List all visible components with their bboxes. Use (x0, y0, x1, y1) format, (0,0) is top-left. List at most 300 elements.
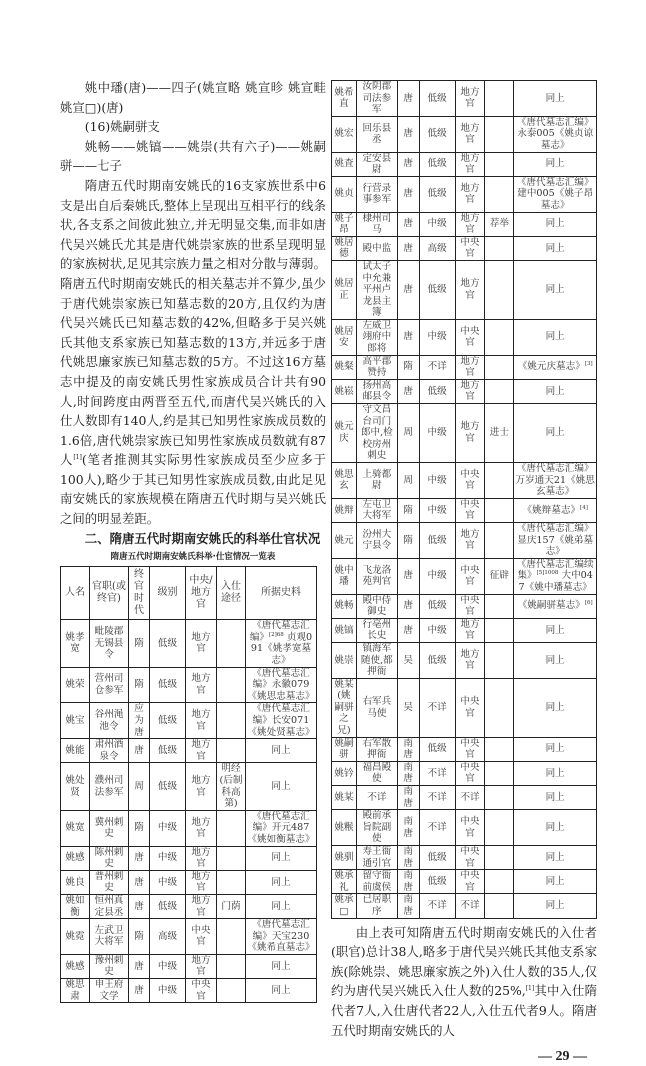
source-cell (514, 212, 597, 236)
rank-cell: 中级 (150, 870, 186, 894)
rank-cell: 不详 (419, 355, 455, 379)
entry-path-cell (485, 594, 514, 618)
text-segment: 同上 (545, 875, 565, 887)
rank-cell: 不详 (419, 786, 455, 810)
era-cell: 隋 (129, 810, 150, 846)
era-cell: 唐 (397, 379, 419, 403)
central-or-local-cell: 地方官 (455, 212, 485, 236)
rank-cell: 中级 (419, 404, 455, 463)
officials-table-part1 (60, 566, 317, 1003)
era-cell: 隋 (129, 919, 150, 955)
office-cell: 镇海军随使,都押衙 (356, 642, 397, 678)
entry-path-cell (217, 667, 246, 703)
person-name-cell: 姚感 (61, 846, 90, 870)
entry-path-cell (485, 498, 514, 522)
text-segment: 《唐代墓志汇编》长安071《姚处贤墓志》 (247, 703, 315, 738)
table-header-row (61, 567, 317, 620)
text-segment: 《唐代墓志汇编》永泰005《姚贞谅墓志》 (516, 116, 594, 151)
body-paragraph (60, 176, 326, 529)
table-row (61, 763, 317, 810)
person-name-cell: 姚能 (61, 739, 90, 763)
source-cell (514, 846, 597, 870)
era-cell: 唐 (397, 176, 419, 212)
text-segment: 同上 (545, 331, 565, 343)
central-or-local-cell: 地方官 (186, 870, 217, 894)
right-column (331, 80, 597, 1066)
entry-path-cell (485, 846, 514, 870)
entry-path-cell (485, 522, 514, 558)
table-row (61, 846, 317, 870)
source-cell (514, 678, 597, 737)
person-name-cell: 姚査 (332, 152, 357, 176)
central-or-local-cell: 不详 (455, 894, 485, 918)
central-or-local-cell: 中央官 (455, 737, 485, 761)
era-cell: 南唐 (397, 786, 419, 810)
text-segment: 《唐代墓志汇编》建中005《姚子昂墓志》 (516, 176, 594, 211)
office-cell: 汝阴郡司法参军 (356, 81, 397, 117)
central-or-local-cell: 中央官 (455, 463, 485, 499)
source-cell (514, 236, 597, 260)
era-cell: 唐 (397, 81, 419, 117)
column-header: 官职(或终官) (90, 567, 129, 620)
era-cell: 南唐 (397, 894, 419, 918)
office-cell: 陈州刺史 (90, 846, 129, 870)
rank-cell: 低级 (150, 703, 186, 739)
office-cell: 营州司仓参军 (90, 667, 129, 703)
person-name-cell: 姚某 (332, 786, 357, 810)
era-cell: 周 (397, 463, 419, 499)
source-cell (246, 954, 317, 978)
person-name-cell: 姚元 (332, 522, 357, 558)
person-name-cell: 姚嗣骈 (332, 737, 357, 761)
office-cell: 右军散押衙 (356, 737, 397, 761)
person-name-cell: 姚子昂 (332, 212, 357, 236)
era-cell: 唐 (129, 739, 150, 763)
entry-path-cell (485, 152, 514, 176)
source-cell (246, 667, 317, 703)
rank-cell: 中级 (419, 463, 455, 499)
source-cell (514, 810, 597, 846)
central-or-local-cell: 地方官 (455, 176, 485, 212)
office-cell: 回乐县丞 (356, 116, 397, 152)
text-segment: 《唐代墓志汇编》开元487《姚如衡墓志》 (247, 810, 315, 845)
text-segment: 同上 (545, 92, 565, 104)
text-segment: 同上 (545, 767, 565, 779)
table-row (61, 954, 317, 978)
office-cell: 普州刺史 (90, 870, 129, 894)
person-name-cell: 姚宽 (61, 810, 90, 846)
table-row (332, 810, 597, 846)
footnote-ref: [3] (584, 361, 593, 368)
central-or-local-cell: 中央官 (455, 558, 485, 594)
person-name-cell: 姚贞 (332, 176, 357, 212)
entry-path-cell (217, 919, 246, 955)
entry-path-cell (217, 620, 246, 667)
table-row (332, 379, 597, 403)
office-cell: 豫州刺史 (90, 954, 129, 978)
office-cell: 殿中监 (356, 236, 397, 260)
era-cell: 南唐 (397, 846, 419, 870)
era-cell: 隋 (129, 667, 150, 703)
rank-cell: 中级 (419, 618, 455, 642)
source-cell (514, 463, 597, 499)
office-cell: 汾州大宁县令 (356, 522, 397, 558)
section-heading: 二、隋唐五代时期南安姚氏的科举仕官状况 (84, 530, 321, 546)
era-cell: 隋 (397, 498, 419, 522)
source-cell (514, 81, 597, 117)
entry-path-cell (217, 810, 246, 846)
office-cell: 上骑都尉 (356, 463, 397, 499)
text-segment: 《唐代墓志汇编》永徽079《姚思忠墓志》 (247, 667, 315, 702)
column-header: 所据史料 (246, 567, 317, 620)
text-segment: 同上 (545, 218, 565, 230)
table-row (332, 404, 597, 463)
text-segment: 《唐代墓志汇编续集》 (516, 558, 594, 582)
rank-cell: 低级 (419, 81, 455, 117)
central-or-local-cell: 中央官 (455, 870, 485, 894)
table-row (61, 979, 317, 1003)
central-or-local-cell: 地方官 (455, 152, 485, 176)
source-cell (514, 498, 597, 522)
text-segment: 《唐代墓志汇编》万岁通天21《姚思玄墓志》 (515, 463, 595, 498)
era-cell: 唐 (129, 979, 150, 1003)
table-row (332, 786, 597, 810)
text-segment: 《姚嗣骈墓志》 (517, 600, 585, 612)
entry-path-cell (485, 618, 514, 642)
central-or-local-cell: 地方官 (455, 116, 485, 152)
entry-path-cell (485, 870, 514, 894)
text-segment: 《唐代墓志汇编》 (249, 620, 310, 643)
text-segment: 同上 (545, 242, 565, 254)
rank-cell: 低级 (150, 667, 186, 703)
office-cell: 殿前承旨院副使 (356, 810, 397, 846)
central-or-local-cell: 中央官 (186, 919, 217, 955)
rank-cell: 高级 (419, 236, 455, 260)
office-cell: 谷州渑池令 (90, 703, 129, 739)
source-cell (514, 176, 597, 212)
entry-path-cell (485, 116, 514, 152)
text-segment: 同上 (271, 876, 291, 888)
source-cell (246, 620, 317, 667)
central-or-local-cell: 地方官 (455, 522, 485, 558)
text-segment: 同上 (271, 852, 291, 864)
era-cell: 唐 (397, 618, 419, 642)
person-name-cell: 姚如衡 (61, 894, 90, 918)
era-cell: 唐 (397, 594, 419, 618)
person-name-cell: 姚糇 (332, 810, 357, 846)
source-cell (514, 319, 597, 355)
source-cell (514, 761, 597, 785)
person-name-cell: 姚霓 (61, 919, 90, 955)
table-row (61, 919, 317, 955)
column-header: 人名 (61, 567, 90, 620)
text-segment: 同上 (545, 701, 565, 713)
text-segment: 同上 (545, 284, 565, 296)
source-cell (514, 522, 597, 558)
table-row (332, 236, 597, 260)
text-segment: 《姚元庆墓志》 (517, 361, 585, 373)
era-cell: 唐 (397, 558, 419, 594)
rank-cell: 低级 (419, 176, 455, 212)
source-cell (246, 919, 317, 955)
person-name-cell: 姚居德 (332, 236, 357, 260)
rank-cell: 低级 (419, 642, 455, 678)
era-cell: 唐 (397, 116, 419, 152)
column-header: 中央/地方官 (186, 567, 217, 620)
entry-path-cell: 门荫 (217, 894, 246, 918)
person-name-cell: 姚崧 (332, 379, 357, 403)
footnote-ref: [2]68 (269, 631, 284, 638)
entry-path-cell: 荐举 (485, 212, 514, 236)
table-row (61, 810, 317, 846)
lineage-line (60, 137, 326, 176)
person-name-cell: 姚居安 (332, 319, 357, 355)
central-or-local-cell: 地方官 (186, 703, 217, 739)
rank-cell: 不详 (419, 810, 455, 846)
central-or-local-cell: 地方官 (455, 618, 485, 642)
text-segment: 其中入仕隋代者7人,入仕唐代者22人,入仕五代者9人。隋唐五代时期南安姚氏的人 (331, 983, 598, 1038)
central-or-local-cell: 地方官 (186, 894, 217, 918)
text-segment: (16)姚嗣骈支 (84, 119, 160, 135)
entry-path-cell (485, 379, 514, 403)
table-row (61, 894, 317, 918)
entry-path-cell (485, 260, 514, 319)
table-row (61, 667, 317, 703)
person-name-cell: 姚驯 (332, 846, 357, 870)
source-cell (514, 355, 597, 379)
source-cell (514, 642, 597, 678)
rank-cell: 中级 (419, 319, 455, 355)
central-or-local-cell: 地方官 (455, 260, 485, 319)
rank-cell: 低级 (150, 620, 186, 667)
table-row (61, 870, 317, 894)
table-row (332, 761, 597, 785)
rank-cell: 低级 (419, 152, 455, 176)
table-row (61, 620, 317, 667)
central-or-local-cell: 地方官 (186, 846, 217, 870)
era-cell: 唐 (397, 319, 419, 355)
rank-cell: 低级 (419, 846, 455, 870)
person-name-cell: 姚处贤 (61, 763, 90, 810)
source-cell (246, 739, 317, 763)
source-cell (246, 703, 317, 739)
entry-path-cell (485, 319, 514, 355)
person-name-cell: 姚承礼 (332, 870, 357, 894)
left-column (60, 78, 326, 1003)
era-cell: 应为唐 (129, 703, 150, 739)
entry-path-cell (217, 979, 246, 1003)
central-or-local-cell: 地方官 (186, 620, 217, 667)
text-segment: 同上 (545, 743, 565, 755)
footnote-ref: [1] (525, 985, 535, 993)
entry-path-cell (485, 236, 514, 260)
era-cell: 南唐 (397, 810, 419, 846)
text-segment: 大中047《姚中璠墓志》 (518, 570, 593, 593)
office-cell: 濮州司法参军 (90, 763, 129, 810)
rank-cell: 低级 (419, 379, 455, 403)
entry-path-cell: 明经(后制科高第) (217, 763, 246, 810)
rank-cell: 中级 (419, 498, 455, 522)
era-cell: 唐 (397, 260, 419, 319)
era-cell: 隋 (129, 620, 150, 667)
table-row (332, 260, 597, 319)
source-cell (514, 152, 597, 176)
office-cell: 冀州刺史 (90, 810, 129, 846)
table-row (332, 355, 597, 379)
rank-cell: 低级 (419, 260, 455, 319)
office-cell: 定安县尉 (356, 152, 397, 176)
central-or-local-cell: 地方官 (455, 642, 485, 678)
source-cell (246, 846, 317, 870)
lineage-line (60, 117, 326, 137)
text-segment: 同上 (545, 427, 565, 439)
table-caption: 隋唐五代时期南安姚氏科举·仕宦情况一览表 (110, 552, 276, 563)
office-cell: 高平郡赞持 (356, 355, 397, 379)
body-paragraphs (60, 78, 326, 529)
table-row (332, 846, 597, 870)
office-cell: 左武卫大将军 (90, 919, 129, 955)
text-segment: 《唐代墓志汇编》天宝230《姚希直墓志》 (247, 919, 315, 954)
table-row (332, 463, 597, 499)
source-cell (246, 763, 317, 810)
table-row (332, 522, 597, 558)
person-name-cell: 姚中璠 (332, 558, 357, 594)
entry-path-cell (217, 954, 246, 978)
text-segment: 《姚辩墓志》 (522, 504, 581, 516)
central-or-local-cell: 中央官 (455, 319, 485, 355)
central-or-local-cell: 地方官 (186, 810, 217, 846)
footnote-ref: [1] (73, 454, 82, 462)
table-row (61, 703, 317, 739)
table-row (332, 594, 597, 618)
central-or-local-cell: 地方官 (455, 404, 485, 463)
central-or-local-cell: 中央官 (455, 761, 485, 785)
source-cell (514, 618, 597, 642)
rank-cell: 不详 (419, 761, 455, 785)
rank-cell: 低级 (150, 763, 186, 810)
entry-path-cell (485, 810, 514, 846)
table-row (332, 498, 597, 522)
person-name-cell: 姚粲 (332, 355, 357, 379)
entry-path-cell (485, 737, 514, 761)
office-cell: 右军兵马使 (356, 678, 397, 737)
era-cell: 南唐 (397, 737, 419, 761)
entry-path-cell (485, 678, 514, 737)
era-cell: 吴 (397, 642, 419, 678)
table-row (61, 739, 317, 763)
text-segment: 同上 (545, 158, 565, 170)
central-or-local-cell: 中央官 (186, 979, 217, 1003)
era-cell: 唐 (129, 894, 150, 918)
era-cell: 隋 (397, 522, 419, 558)
office-cell: 行亳州长史 (356, 618, 397, 642)
table-row (332, 642, 597, 678)
office-cell: 肃州酒泉令 (90, 739, 129, 763)
person-name-cell: 姚元庆 (332, 404, 357, 463)
office-cell: 扬州高邮县令 (356, 379, 397, 403)
text-segment: 《唐代墓志汇编》显庆157《姚弟墓志》 (516, 522, 594, 558)
table-row (332, 152, 597, 176)
source-cell (514, 737, 597, 761)
text-segment: 同上 (271, 780, 291, 792)
entry-path-cell: 征辟 (485, 558, 514, 594)
central-or-local-cell: 地方官 (455, 81, 485, 117)
office-cell: 留守衙前虞侯 (356, 870, 397, 894)
person-name-cell: 姚感 (61, 954, 90, 978)
table-row (332, 737, 597, 761)
person-name-cell: 姚某(姚嗣骈之兄) (332, 678, 357, 737)
office-cell: 行营录事参军 (356, 176, 397, 212)
table-row (332, 81, 597, 117)
table-row (332, 212, 597, 236)
source-cell (514, 379, 597, 403)
footnote-ref: [4] (580, 504, 588, 511)
office-cell: 殿中侍御史 (356, 594, 397, 618)
central-or-local-cell: 地方官 (186, 739, 217, 763)
era-cell: 吴 (397, 678, 419, 737)
text-segment: 同上 (545, 385, 565, 397)
central-or-local-cell: 不详 (455, 786, 485, 810)
text-segment: 同上 (545, 821, 565, 833)
text-segment: 同上 (271, 984, 291, 996)
central-or-local-cell: 中央官 (455, 846, 485, 870)
era-cell: 唐 (397, 212, 419, 236)
text-segment: 姚畅——姚镐——姚崇(共有六子)——姚嗣骈——七子 (60, 138, 326, 174)
entry-path-cell (485, 761, 514, 785)
rank-cell: 中级 (150, 954, 186, 978)
rank-cell: 不详 (419, 678, 455, 737)
era-cell: 南唐 (397, 870, 419, 894)
era-cell: 唐 (129, 954, 150, 978)
office-cell: 不详 (356, 786, 397, 810)
office-cell: 寿王衙通引官 (356, 846, 397, 870)
era-cell: 周 (129, 763, 150, 810)
office-cell: 福昌殿使 (356, 761, 397, 785)
central-or-local-cell: 地方官 (186, 667, 217, 703)
era-cell: 周 (397, 404, 419, 463)
era-cell: 唐 (129, 870, 150, 894)
entry-path-cell (485, 894, 514, 918)
person-name-cell: 姚钤 (332, 761, 357, 785)
text-segment: 姚中璠(唐)——四子(姚宣略 姚宣昣 姚宣畦 姚宣□)(唐) (60, 80, 326, 115)
rank-cell: 低级 (419, 737, 455, 761)
source-cell (246, 979, 317, 1003)
central-or-local-cell: 中央官 (455, 498, 485, 522)
person-name-cell: 姚崇 (332, 642, 357, 678)
officials-table-part2 (331, 80, 597, 919)
entry-path-cell (485, 355, 514, 379)
office-cell: 左屯卫大将军 (356, 498, 397, 522)
central-or-local-cell: 中央官 (455, 810, 485, 846)
person-name-cell: 姚镐 (332, 618, 357, 642)
person-name-cell: 姚良 (61, 870, 90, 894)
table-row (332, 116, 597, 152)
table-row (332, 618, 597, 642)
office-cell: 左威卫翊府中郎将 (356, 319, 397, 355)
rank-cell: 中级 (419, 558, 455, 594)
page-number: — 29 — (538, 1049, 587, 1065)
source-cell (514, 894, 597, 918)
central-or-local-cell: 中央官 (455, 236, 485, 260)
source-cell (246, 894, 317, 918)
office-cell: 恒州真定县丞 (90, 894, 129, 918)
source-cell (514, 870, 597, 894)
central-or-local-cell: 地方官 (455, 355, 485, 379)
person-name-cell: 姚居正 (332, 260, 357, 319)
text-segment: (笔者推测其实际男性家族成员至少应多于100人),略少于其已知男性家族成员数,由此足见南安姚氏的家族规模在隋唐五代时期与吴兴姚氏之间的明显差距。 (60, 452, 327, 527)
era-cell: 唐 (129, 846, 150, 870)
person-name-cell: 姚希直 (332, 81, 357, 117)
